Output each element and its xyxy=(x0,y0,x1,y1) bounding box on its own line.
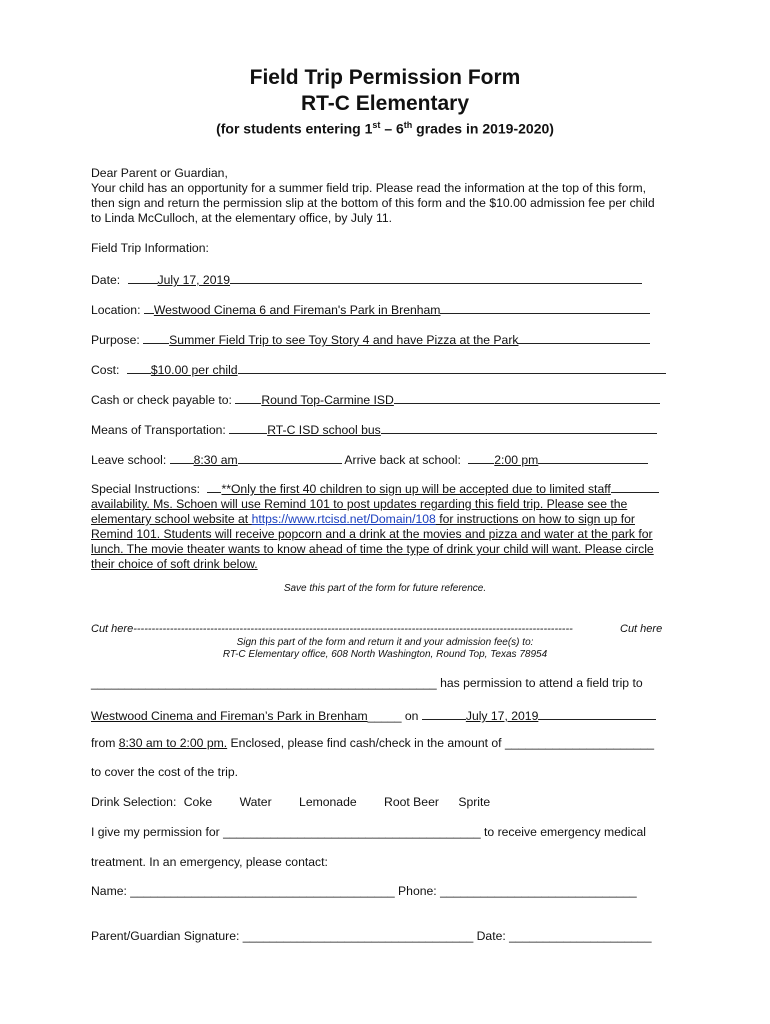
payable-label: Cash or check payable to: xyxy=(91,393,232,407)
save-note: Save this part of the form for future reference. xyxy=(283,583,487,594)
special-instructions: Special Instructions: **Only the first 40 children to sign up will be accepted due to limited staff availability. Ms. Schoen will use Remind 101 to post updates regarding this field trip. Please see the elementary school website at https://www.rtcisd.net/Domain/108 for instructions on how to sign up for Remind 101. Students will receive popcorn and a drink at the movies and pizza and water at the park for lunch. The movie theater wants to know ahead of time the type of drink your child will want. Please circle their choice of soft drink below. xyxy=(91,479,691,572)
permission-line: ___________________________________________________ has permission to attend a field trip to xyxy=(91,676,643,690)
info-heading: Field Trip Information: xyxy=(91,241,209,255)
trip-times: 8:30 am to 2:00 pm. xyxy=(118,736,228,750)
contact-line xyxy=(91,884,637,899)
phone-blank[interactable]: _____________________________ xyxy=(440,884,637,898)
cost-value: $10.00 per child xyxy=(150,363,238,377)
location-row xyxy=(91,300,650,318)
purpose-row xyxy=(91,330,650,348)
leave-value: 8:30 am xyxy=(193,453,238,467)
transport-value: RT-C ISD school bus xyxy=(267,423,381,437)
form-subtitle: (for students entering 1st – 6th grades in 2019-2020) xyxy=(216,120,554,137)
arrive-label: Arrive back at school: xyxy=(344,453,461,467)
location-label: Location: xyxy=(91,303,141,317)
drink-label: Drink Selection: xyxy=(91,795,177,809)
arrive-value: 2:00 pm xyxy=(494,453,539,467)
date-value: July 17, 2019 xyxy=(157,273,231,287)
cut-line: Cut here------------------------------------------------------------------------------------------------------------------------ xyxy=(91,623,573,635)
student-name-blank[interactable]: ___________________________________________________ xyxy=(91,676,437,690)
destination-value: Westwood Cinema and Fireman’s Park in Brenham xyxy=(91,709,368,723)
drink-option-lemonade[interactable]: Lemonade xyxy=(299,795,357,809)
special-label: Special Instructions: xyxy=(91,482,201,496)
signature-label: Parent/Guardian Signature: xyxy=(91,929,243,943)
cost-row xyxy=(91,360,666,378)
emergency-name-blank[interactable]: ______________________________________ xyxy=(223,825,481,839)
emergency-line: I give my permission for ______________________________________ to receive emergency medical xyxy=(91,825,646,839)
drink-option-coke[interactable]: Coke xyxy=(183,795,213,809)
payable-value: Round Top-Carmine ISD xyxy=(261,393,394,407)
return-instructions-2: RT-C Elementary office, 608 North Washington, Round Top, Texas 78954 xyxy=(222,649,548,660)
name-label: Name: xyxy=(91,884,131,898)
transport-row xyxy=(91,420,657,438)
return-instructions-1: Sign this part of the form and return it and your admission fee(s) to: xyxy=(236,637,534,648)
letter-line-1: Your child has an opportunity for a summer field trip. Please read the information at the top of this form, xyxy=(91,181,647,195)
sign-date-blank[interactable]: _____________________ xyxy=(509,929,652,943)
drink-option-water[interactable]: Water xyxy=(239,795,272,809)
leave-label: Leave school: xyxy=(91,453,167,467)
trip-date-value: July 17, 2019 xyxy=(465,709,539,723)
cost-line: to cover the cost of the trip. xyxy=(91,765,238,779)
purpose-value: Summer Field Trip to see Toy Story 4 and have Pizza at the Park xyxy=(169,333,519,347)
form-title: Field Trip Permission Form xyxy=(249,66,521,89)
drink-option-root-beer[interactable]: Root Beer xyxy=(384,795,439,809)
drink-option-sprite[interactable]: Sprite xyxy=(458,795,491,809)
emergency-line-2: treatment. In an emergency, please contact: xyxy=(91,855,328,869)
date-label: Date: xyxy=(91,273,121,287)
location-value: Westwood Cinema 6 and Fireman's Park in Brenham xyxy=(153,303,441,317)
destination-line: Westwood Cinema and Fireman’s Park in Brenham_____ on July 17, 2019 xyxy=(91,706,656,724)
times-row xyxy=(91,450,648,468)
purpose-label: Purpose: xyxy=(91,333,140,347)
school-name: RT-C Elementary xyxy=(300,92,470,115)
payable-row xyxy=(91,390,660,408)
drink-selection xyxy=(91,795,490,810)
cost-label: Cost: xyxy=(91,363,120,377)
contact-name-blank[interactable]: _______________________________________ xyxy=(130,884,395,898)
letter-line-2: then sign and return the permission slip at the bottom of this form and the $10.00 admission fee per child xyxy=(91,196,655,210)
domain-link[interactable]: https://www.rtcisd.net/Domain/108 xyxy=(251,512,436,526)
cut-right: Cut here xyxy=(620,623,663,635)
amount-blank[interactable]: ______________________ xyxy=(504,736,655,750)
sign-date-label: Date: xyxy=(473,929,510,943)
letter-greeting: Dear Parent or Guardian, xyxy=(91,166,228,180)
transport-label: Means of Transportation: xyxy=(91,423,226,437)
date-row xyxy=(91,270,642,288)
signature-blank[interactable]: __________________________________ xyxy=(242,929,474,943)
letter-line-3: to Linda McCulloch, at the elementary office, by July 11. xyxy=(91,211,393,225)
time-amount-line: from 8:30 am to 2:00 pm. Enclosed, please find cash/check in the amount of ______________________ xyxy=(91,736,655,750)
signature-line xyxy=(91,929,651,944)
phone-label: Phone: xyxy=(394,884,441,898)
